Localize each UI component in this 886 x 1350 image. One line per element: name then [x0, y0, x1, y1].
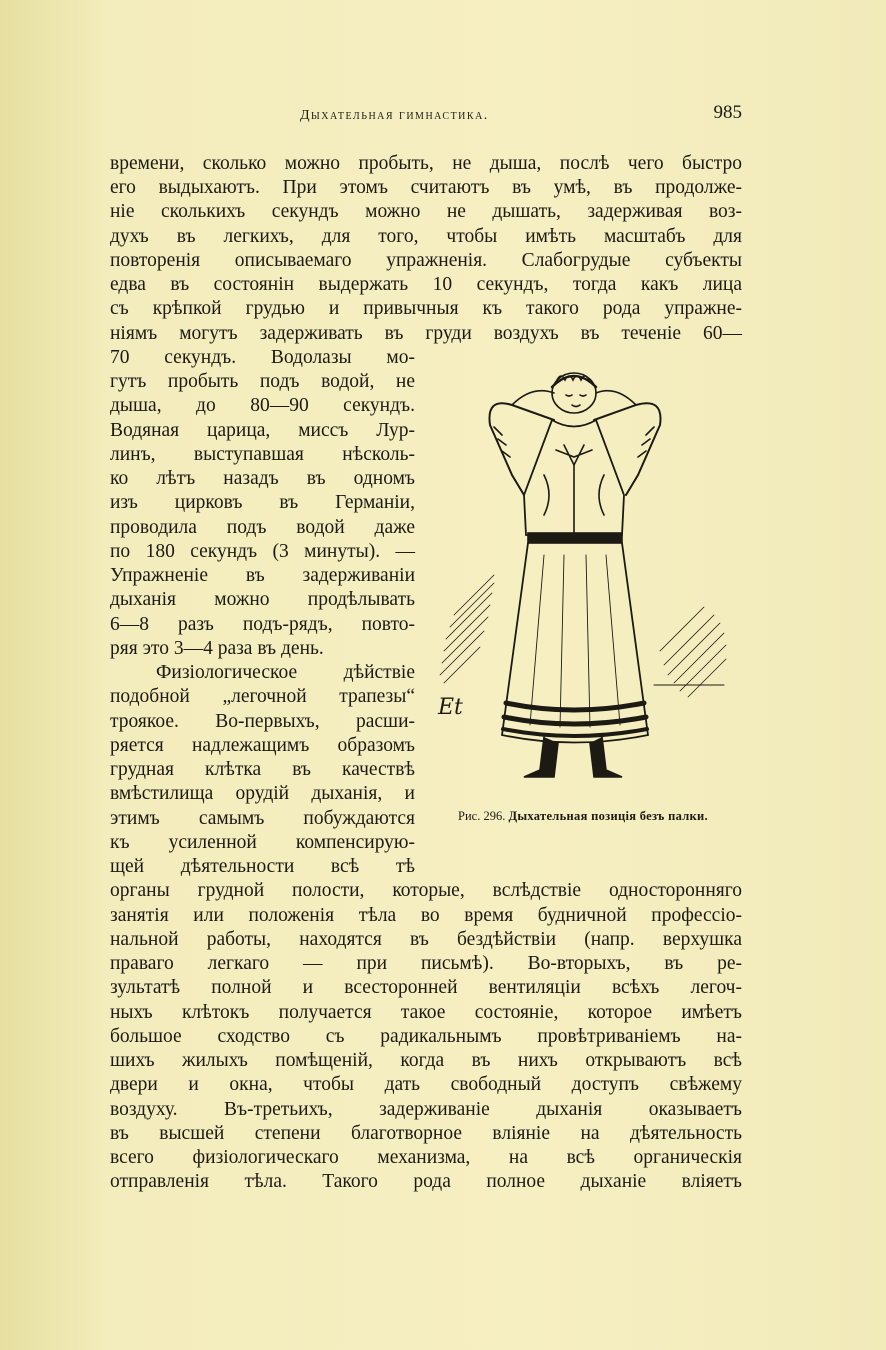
text-line: гутъ пробыть подъ водой, не [110, 371, 415, 392]
running-title: Дыхательная гимнастика. [300, 108, 489, 123]
figure-illustration [424, 365, 742, 797]
text-line: нальной работы, находятся въ бездѣйствіи (напр. верхушка [110, 929, 742, 950]
page-number: 985 [713, 102, 742, 123]
paragraph-start: Физіологическое дѣйствіе [156, 662, 415, 683]
text-line: ныхъ клѣтокъ получается такое состояніе, которое имѣетъ [110, 1002, 742, 1023]
text-line: ряя это 3—4 раза въ день. [110, 638, 324, 659]
text-line: подобной „легочной трапезы“ [110, 686, 415, 707]
text-line: ко лѣтъ назадъ въ одномъ [110, 468, 415, 489]
text-line: этимъ самымъ побуждаются [110, 808, 415, 829]
text-line: большое сходство съ радикальнымъ провѣтриваніемъ на- [110, 1026, 742, 1047]
text-line: 70 секундъ. Водолазы мо- [110, 347, 415, 368]
text-line: Упражненіе въ задерживаніи [110, 565, 415, 586]
caption-text: Дыхательная позиція безъ палки. [508, 809, 708, 823]
text-line: отправленія тѣла. Такого рода полное дыханіе вліяетъ [110, 1171, 742, 1192]
text-line: повторенія описываемаго упражненія. Слабогрудые субъекты [110, 250, 742, 271]
text-line: зультатѣ полной и всесторонней вентиляціи всѣхъ легоч- [110, 977, 742, 998]
text-line: воздуху. Въ-третьихъ, задерживаніе дыханія оказываетъ [110, 1099, 742, 1120]
caption-label: Рис. 296. [458, 809, 506, 823]
text-line: проводила подъ водой даже [110, 517, 415, 538]
text-line: съ крѣпкой грудью и привычныя къ такого рода упражне- [110, 298, 742, 319]
text-line: органы грудной полости, которые, вслѣдствіе односторонняго [110, 880, 742, 901]
text-line: троякое. Во-первыхъ, расши- [110, 711, 415, 732]
woman-breathing-pose-illustration [424, 365, 742, 797]
text-line: по 180 секундъ (3 минуты). — [110, 541, 415, 562]
page-header [110, 102, 742, 130]
text-line: двери и окна, чтобы дать свободный доступъ свѣжему [110, 1074, 742, 1095]
text-line: занятія или положенія тѣла во время будничной профессіо- [110, 905, 742, 926]
text-line: щей дѣятельности всѣ тѣ [110, 856, 415, 877]
text-line: ніе сколькихъ секундъ можно не дышать, задерживая воз- [110, 201, 742, 222]
text-line: 6—8 разъ подъ-рядъ, повто- [110, 614, 415, 635]
text-line: праваго легкаго — при письмѣ). Во-вторыхъ, въ ре- [110, 953, 742, 974]
text-line: линъ, выступавшая нѣсколь- [110, 444, 415, 465]
text-line: его выдыхаютъ. При этомъ считаютъ въ умѣ, въ продолже- [110, 177, 742, 198]
text-line: времени, сколько можно пробыть, не дыша, послѣ чего быстро [110, 153, 742, 174]
text-line: дыханія можно продѣлывать [110, 589, 415, 610]
text-line: ніямъ могутъ задерживать въ груди воздухъ въ теченіе 60— [110, 323, 742, 344]
text-line: ряется надлежащимъ образомъ [110, 735, 415, 756]
text-line: духъ въ легкихъ, для того, чтобы имѣть масштабъ для [110, 226, 742, 247]
text-line: изъ цирковъ въ Германіи, [110, 492, 415, 513]
text-line: шихъ жилыхъ помѣщеній, когда въ нихъ открываютъ всѣ [110, 1050, 742, 1071]
text-line: едва въ состоянін выдержать 10 секундъ, тогда какъ лица [110, 274, 742, 295]
text-line: къ усиленной компенсирую- [110, 832, 415, 853]
figure-caption [424, 808, 742, 825]
text-line: вмѣстилища орудій дыханія, и [110, 783, 415, 804]
artist-signature: Et [438, 695, 463, 720]
text-line: Водяная царица, миссъ Лур- [110, 420, 415, 441]
text-line: въ высшей степени благотворное вліяніе на дѣятельность [110, 1123, 742, 1144]
text-line: дыша, до 80—90 секундъ. [110, 395, 415, 416]
text-line: всего физіологическаго механизма, на всѣ органическія [110, 1147, 742, 1168]
text-line: грудная клѣтка въ качествѣ [110, 759, 415, 780]
